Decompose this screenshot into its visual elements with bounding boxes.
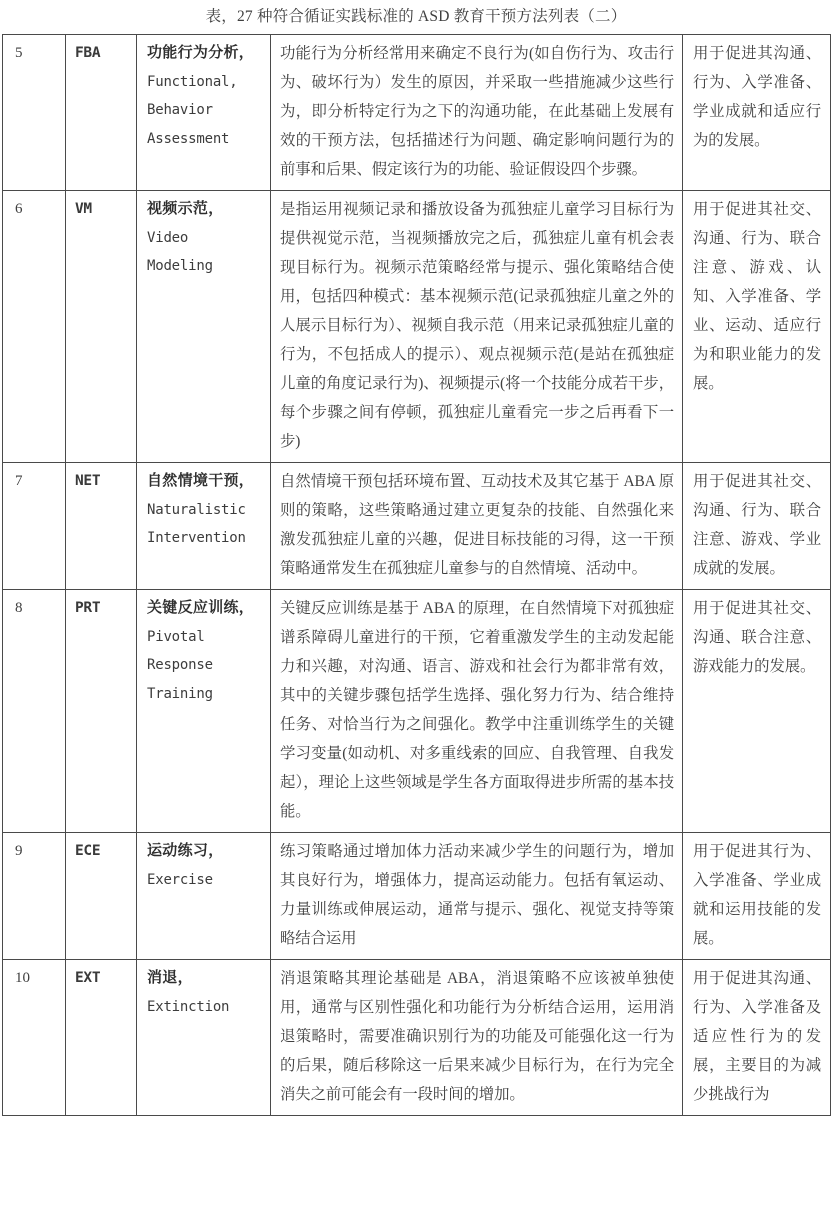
- row-index: 5: [3, 35, 66, 191]
- method-name-en-line: Assessment: [147, 130, 230, 147]
- method-name-zh: 自然情境干预，: [147, 472, 255, 489]
- method-name-zh: 视频示范，: [147, 200, 224, 217]
- row-abbreviation: VM: [66, 191, 137, 463]
- method-name-en-line: Functional,: [147, 73, 238, 90]
- row-abbreviation: ECE: [66, 833, 137, 960]
- method-name-zh: 运动练习，: [147, 842, 224, 859]
- method-name-en-line: Video: [147, 229, 189, 246]
- row-description: 自然情境干预包括环境布置、互动技术及其它基于 ABA 原则的策略，这些策略通过建立更复杂的技能、自然强化来激发孤独症儿童的兴趣，促进目标技能的习得，这一干预策略通常发生在孤独症儿童参与的自然情境、活动中。: [271, 463, 683, 590]
- row-abbreviation: FBA: [66, 35, 137, 191]
- row-method-name: [137, 191, 271, 463]
- row-usage: 用于促进其社交、沟通、行为、联合注意、游戏、学业成就的发展。: [683, 463, 831, 590]
- row-abbreviation: PRT: [66, 590, 137, 833]
- row-usage: 用于促进其社交、沟通、行为、联合注意、游戏、认知、入学准备、学业、运动、适应行为和职业能力的发展。: [683, 191, 831, 463]
- row-index: 6: [3, 191, 66, 463]
- row-index: 10: [3, 960, 66, 1116]
- method-name-en-line: Naturalistic: [147, 501, 246, 518]
- table-row: [3, 590, 831, 833]
- row-method-name: [137, 960, 271, 1116]
- row-abbreviation: EXT: [66, 960, 137, 1116]
- table-row: [3, 960, 831, 1116]
- method-name-en-line: Extinction: [147, 998, 230, 1015]
- row-abbreviation: NET: [66, 463, 137, 590]
- row-description: 关键反应训练是基于 ABA 的原理，在自然情境下对孤独症谱系障碍儿童进行的干预，它着重激发学生的主动发起能力和兴趣，对沟通、语言、游戏和社会行为都非常有效，其中的关键步骤包括学生选择、强化努力行为、结合维持任务、对恰当行为之间强化。教学中注重训练学生的关键学习变量(如动机、对多重线索的回应、自我管理、自我发起），理论上这些领域是学生各方面取得进步所需的基本技能。: [271, 590, 683, 833]
- table-body: [3, 35, 831, 1116]
- row-description: 练习策略通过增加体力活动来减少学生的问题行为，增加其良好行为，增强体力，提高运动能力。包括有氧运动、力量训练或伸展运动，通常与提示、强化、视觉支持等策略结合运用: [271, 833, 683, 960]
- row-index: 9: [3, 833, 66, 960]
- row-usage: 用于促进其社交、沟通、联合注意、游戏能力的发展。: [683, 590, 831, 833]
- method-name-en-line: Training: [147, 685, 213, 702]
- row-index: 8: [3, 590, 66, 833]
- method-name-en-line: Modeling: [147, 258, 213, 274]
- row-usage: 用于促进其沟通、行为、入学准备及适应性行为的发展，主要目的为减少挑战行为: [683, 960, 831, 1116]
- table-row: [3, 191, 831, 463]
- row-description: 功能行为分析经常用来确定不良行为(如自伤行为、攻击行为、破坏行为）发生的原因，并采取一些措施减少这些行为，即分析特定行为之下的沟通功能，在此基础上发展有效的干预方法，包括描述行为问题、确定影响问题行为的前事和后果、假定该行为的功能、验证假设四个步骤。: [271, 35, 683, 191]
- row-index: 7: [3, 463, 66, 590]
- method-name-en-line: Response: [147, 657, 213, 673]
- row-usage: 用于促进其行为、入学准备、学业成就和运用技能的发展。: [683, 833, 831, 960]
- table-row: [3, 35, 831, 191]
- method-name-en-line: Intervention: [147, 530, 246, 546]
- method-name-en-line: Pivotal: [147, 628, 205, 645]
- row-method-name: [137, 463, 271, 590]
- method-name-zh: 消退，: [147, 969, 193, 986]
- table-row: [3, 833, 831, 960]
- row-method-name: [137, 35, 271, 191]
- method-name-en-line: Exercise: [147, 871, 213, 888]
- method-name-en-line: Behavior: [147, 102, 213, 118]
- row-usage: 用于促进其沟通、行为、入学准备、学业成就和适应行为的发展。: [683, 35, 831, 191]
- table-row: [3, 463, 831, 590]
- method-name-zh: 功能行为分析，: [147, 44, 255, 61]
- method-name-zh: 关键反应训练，: [147, 599, 255, 616]
- table-caption: 表，27 种符合循证实践标准的 ASD 教育干预方法列表（二）: [205, 8, 627, 25]
- interventions-table: [2, 34, 831, 1116]
- row-description: 消退策略其理论基础是 ABA，消退策略不应该被单独使用，通常与区别性强化和功能行为分析结合运用，运用消退策略时，需要准确识别行为的功能及可能强化这一行为的后果，随后移除这一后果来减少目标行为，在行为完全消失之前可能会有一段时间的增加。: [271, 960, 683, 1116]
- row-method-name: [137, 590, 271, 833]
- row-description: 是指运用视频记录和播放设备为孤独症儿童学习目标行为提供视觉示范，当视频播放完之后，孤独症儿童有机会表现目标行为。视频示范策略经常与提示、强化策略结合使用，包括四种模式：基本视频示范(记录孤独症儿童之外的人展示目标行为）、视频自我示范（用来记录孤独症儿童的行为，不包括成人的提示）、观点视频示范(是站在孤独症儿童的角度记录行为)、视频提示(将一个技能分成若干步，每个步骤之间有停顿，孤独症儿童看完一步之后再看下一步): [271, 191, 683, 463]
- row-method-name: [137, 833, 271, 960]
